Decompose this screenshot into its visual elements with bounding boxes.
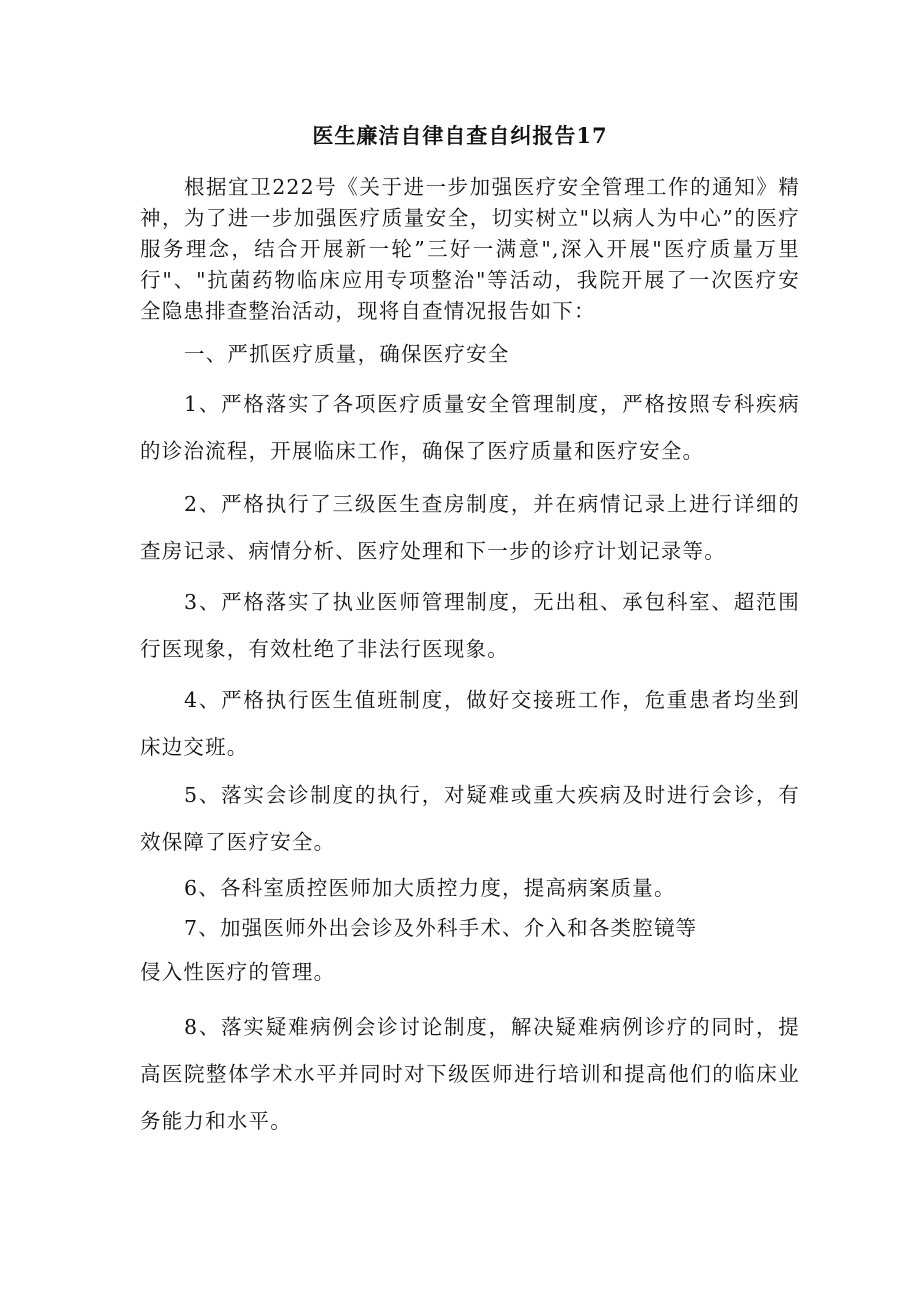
item-2-paragraph: 2、严格执行了三级医生查房制度，并在病情记录上进行详细的查房记录、病情分析、医疗处理和下一步的诊疗计划记录等。 — [140, 492, 800, 563]
item-6-paragraph: 6、各科室质控医师加大质控力度，提高病案质量。 — [184, 876, 676, 900]
item-1-paragraph: 1、严格落实了各项医疗质量安全管理制度，严格按照专科疾病的诊治流程，开展临床工作，确保了医疗质量和医疗安全。 — [140, 392, 800, 463]
section-heading: 一、严抓医疗质量，确保医疗安全 — [184, 342, 510, 366]
item-4-paragraph: 4、严格执行医生值班制度，做好交接班工作，危重患者均坐到床边交班。 — [140, 688, 800, 759]
intro-paragraph: 根据宜卫222号《关于进一步加强医疗安全管理工作的通知》精神，为了进一步加强医疗质量安全，切实树立"以病人为中心”的医疗服务理念，结合开展新一轮”三好一满意",深入开展"医疗质量万里行"、"抗菌药物临床应用专项整治"等活动，我院开展了一次医疗安全隐患排查整治活动，现将自查情况报告如下： — [140, 175, 800, 323]
item-3-paragraph: 3、严格落实了执业医师管理制度，无出租、承包科室、超范围行医现象，有效杜绝了非法行医现象。 — [140, 590, 800, 661]
item-5-paragraph: 5、落实会诊制度的执行，对疑难或重大疾病及时进行会诊，有效保障了医疗安全。 — [140, 783, 800, 854]
item-8-paragraph: 8、落实疑难病例会诊讨论制度，解决疑难病例诊疗的同时，提高医院整体学术水平并同时对下级医师进行培训和提高他们的临床业务能力和水平。 — [140, 1015, 800, 1133]
item-7-paragraph: 7、加强医师外出会诊及外科手术、介入和各类腔镜等 — [184, 916, 698, 940]
document-title: 医生廉洁自律自查自纠报告17 — [312, 123, 608, 148]
item-7-continuation: 侵入性医疗的管理。 — [140, 960, 336, 984]
